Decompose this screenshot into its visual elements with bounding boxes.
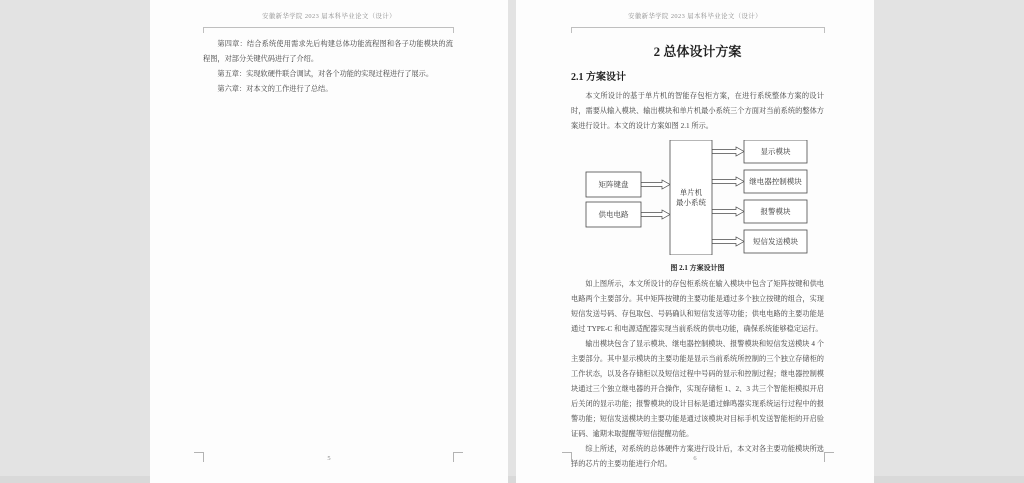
paragraph-summary: 综上所述，对系统的总体硬件方案进行设计后，本文对各主要功能模块所选择的芯片的主要功能进行介绍。 bbox=[571, 445, 824, 468]
flow-arrow bbox=[712, 207, 744, 216]
flow-arrow bbox=[712, 177, 744, 186]
alarm-module-box bbox=[744, 200, 807, 223]
flow-arrow bbox=[641, 210, 670, 219]
page-header-text: 安徽新华学院 2023 届本科毕业论文（设计） bbox=[262, 13, 396, 20]
paragraph-chapter4: 第四章：结合系统使用需求先后构建总体功能流程图和各子功能模块的流程图，对部分关键代码进行了介绍。 bbox=[203, 40, 453, 63]
page-header-text: 安徽新华学院 2023 届本科毕业论文（设计） bbox=[628, 13, 762, 20]
svg-text:报警模块: 报警模块 bbox=[760, 207, 791, 217]
margin-mark-top-left bbox=[571, 27, 572, 33]
document-page-5[interactable] bbox=[150, 0, 508, 483]
svg-text:短信发送模块: 短信发送模块 bbox=[753, 237, 798, 247]
sms-send-module-box bbox=[744, 230, 807, 253]
header-underline bbox=[203, 27, 453, 28]
page-body bbox=[571, 44, 824, 472]
display-module-box bbox=[744, 140, 807, 163]
scheme-diagram bbox=[571, 140, 824, 255]
svg-text:供电电路: 供电电路 bbox=[598, 210, 629, 220]
chapter-title: 2 总体设计方案 bbox=[653, 44, 742, 59]
paragraph-chapter5: 第五章：实现软硬件联合调试，对各个功能的实现过程进行了展示。 bbox=[217, 70, 434, 78]
svg-text:继电器控制模块: 继电器控制模块 bbox=[749, 177, 802, 187]
mcu-min-system-box bbox=[670, 140, 712, 255]
power-circuit-box bbox=[586, 202, 641, 227]
matrix-keyboard-box bbox=[586, 172, 641, 197]
page-number: 6 bbox=[693, 455, 697, 462]
paragraph-input-modules: 如上图所示，本文所设计的存包柜系统在输入模块中包含了矩阵按键和供电电路两个主要部分。其中矩阵按键的主要功能是通过多个独立按键的组合，实现短信发送号码、存包取包、号码确认和短信发送等功能；供电电路的主要功能是通过 TYPE-C 和电源适配器实现当前系统的供电功能，确保系统能够稳定运行。 bbox=[571, 280, 824, 333]
section-heading: 2.1 方案设计 bbox=[571, 72, 626, 83]
margin-mark-top-left bbox=[203, 27, 204, 33]
figure-caption: 图 2.1 方案设计图 bbox=[670, 264, 725, 272]
page-body bbox=[203, 37, 453, 97]
svg-text:显示模块: 显示模块 bbox=[760, 147, 791, 157]
relay-control-module-box bbox=[744, 170, 807, 193]
paragraph-chapter6: 第六章：对本文的工作进行了总结。 bbox=[217, 85, 333, 93]
flow-arrow bbox=[712, 237, 744, 246]
scheme-diagram-figure bbox=[571, 140, 824, 261]
document-page-6[interactable] bbox=[516, 0, 874, 483]
flow-arrow bbox=[641, 180, 670, 189]
svg-text:矩阵键盘: 矩阵键盘 bbox=[598, 180, 629, 190]
header-underline bbox=[571, 27, 824, 28]
flow-arrow bbox=[712, 147, 744, 156]
page-number: 5 bbox=[327, 455, 331, 462]
svg-text:单片机最小系统: 单片机最小系统 bbox=[676, 188, 706, 208]
paragraph-output-modules: 输出模块包含了显示模块、继电器控制模块、报警模块和短信发送模块 4 个主要部分。其中显示模块的主要功能是显示当前系统所控制的三个独立存储柜的工作状态，以及各存储柜以及短信过程中号码的显示和控制过程；继电器控制模块通过三个独立继电器的开合操作，实现存储柜 1、2、3 共三个智能柜模拟开启后关闭的显示功能；报警模块的设计目标是通过蜂鸣器实现系统运行过程中的报警功能；短信发送模块的主要功能是通过该模块对目标手机发送智能柜的开启验证码、逾期未取提醒等短信提醒功能。 bbox=[571, 340, 824, 438]
margin-mark-top-right bbox=[453, 27, 454, 33]
paragraph-intro: 本文所设计的基于单片机的智能存包柜方案，在进行系统整体方案的设计时，需要从输入模块、输出模块和单片机最小系统三个方面对当前系统的整体方案进行设计。本文的设计方案如图 2.1 所示。 bbox=[571, 92, 824, 130]
margin-mark-top-right bbox=[824, 27, 825, 33]
